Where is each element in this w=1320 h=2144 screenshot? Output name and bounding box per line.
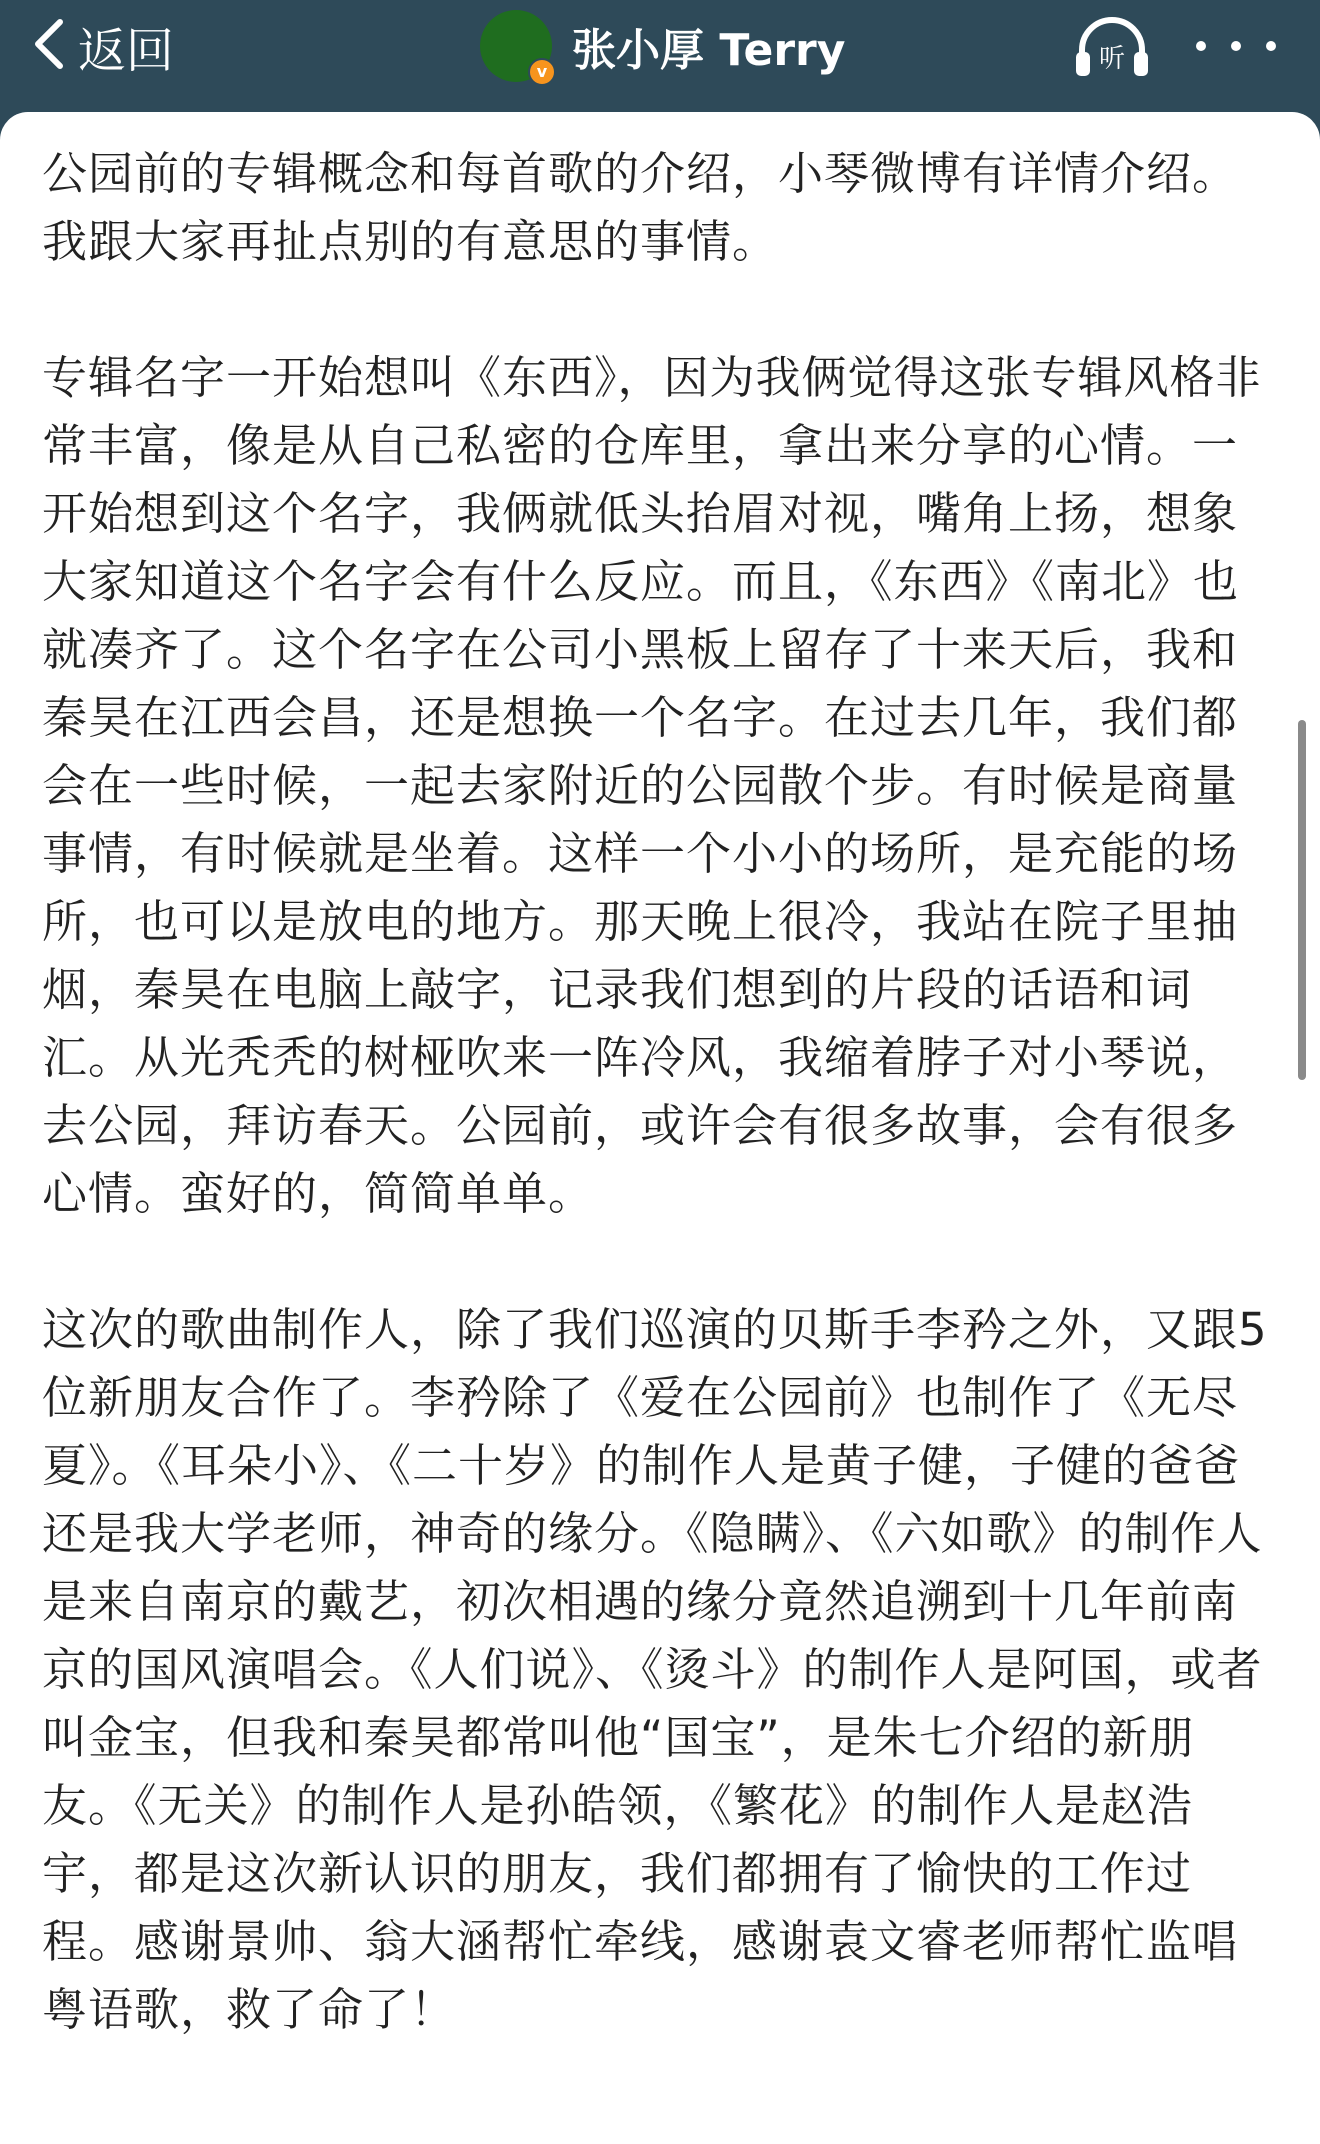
back-label: 返回 <box>78 22 175 79</box>
account-name[interactable]: 张小厚 Terry <box>572 25 846 76</box>
post-body <box>42 140 1268 2112</box>
chevron-left-icon <box>30 12 70 80</box>
post-paragraph: 公园前的专辑概念和每首歌的介绍，小琴微博有详情介绍。我跟大家再扯点别的有意思的事情。 <box>42 147 1239 268</box>
vertical-scrollbar[interactable] <box>1298 720 1306 1080</box>
avatar[interactable] <box>480 10 552 82</box>
post-paragraph: 这次的歌曲制作人，除了我们巡演的贝斯手李矜之外，又跟5位新朋友合作了。李矜除了《爱在公园前》也制作了《无尽夏》。《耳朵小》、《二十岁》的制作人是黄子健，子健的爸爸还是我大学老师，神奇的缘分。《隐瞒》、《六如歌》的制作人是来自南京的戴艺，初次相遇的缘分竟然追溯到十几年前南京的国风演唱会。《人们说》、《烫斗》的制作人是阿国，或者叫金宝，但我和秦昊都常叫他“国宝”，是朱七介绍的新朋友。《无关》的制作人是孙皓领，《繁花》的制作人是赵浩宇，都是这次新认识的朋友，我们都拥有了愉快的工作过程。感谢景帅、翁大涵帮忙牵线，感谢袁文睿老师帮忙监唱粤语歌，救了命了！ <box>42 1303 1268 2036</box>
listen-label: 听 <box>1098 44 1125 74</box>
more-dot-icon <box>1231 41 1241 51</box>
verified-badge-icon: v <box>528 58 556 86</box>
more-dot-icon <box>1266 41 1276 51</box>
account-header[interactable] <box>480 8 845 84</box>
more-button[interactable] <box>1196 24 1276 68</box>
post-card <box>0 112 1320 2144</box>
post-paragraph: 专辑名字一开始想叫《东西》，因为我俩觉得这张专辑风格非常丰富，像是从自己私密的仓库里，拿出来分享的心情。一开始想到这个名字，我俩就低头抬眉对视，嘴角上扬，想象大家知道这个名字会有什么反应。而且，《东西》《南北》也就凑齐了。这个名字在公司小黑板上留存了十来天后，我和秦昊在江西会昌，还是想换一个名字。在过去几年，我们都会在一些时候，一起去家附近的公园散个步。有时候是商量事情，有时候就是坐着。这样一个小小的场所，是充能的场所，也可以是放电的地方。那天晚上很冷，我站在院子里抽烟，秦昊在电脑上敲字，记录我们想到的片段的话语和词汇。从光秃秃的树桠吹来一阵冷风，我缩着脖子对小琴说，去公园，拜访春天。公园前，或许会有很多故事，会有很多心情。蛮好的，简简单单。 <box>42 351 1262 1220</box>
listen-button[interactable] <box>1072 10 1152 82</box>
more-dot-icon <box>1196 41 1206 51</box>
back-button[interactable] <box>30 14 174 78</box>
